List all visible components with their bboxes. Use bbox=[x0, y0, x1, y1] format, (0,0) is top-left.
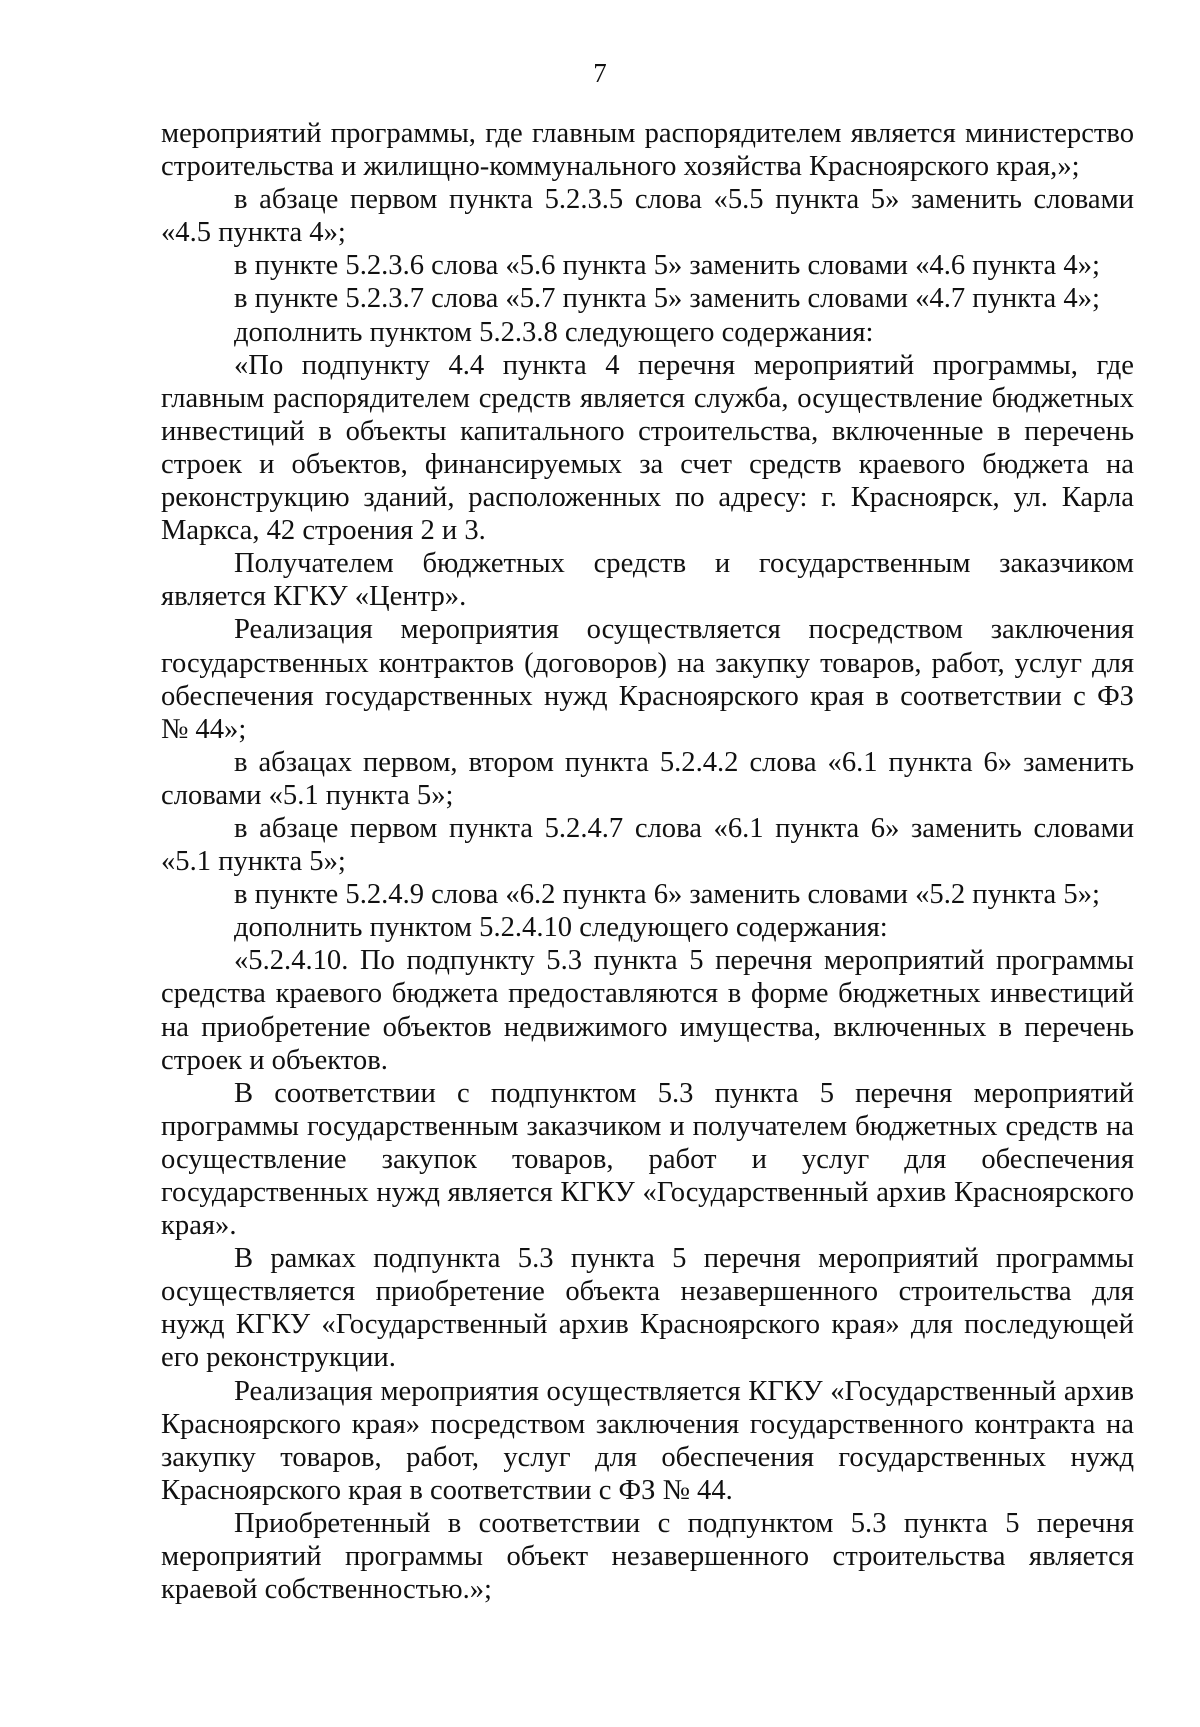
paragraph: «5.2.4.10. По подпункту 5.3 пункта 5 перечня мероприятий программы средства краевого бюджета предоставляются в форме бюджетных инвестиций на приобретение объектов недвижимого имущества, включенных в перечень строек и объектов. bbox=[161, 945, 1134, 1076]
paragraph: в абзаце первом пункта 5.2.3.5 слова «5.5 пункта 5» заменить словами «4.5 пункта 4»; bbox=[161, 184, 1134, 249]
paragraph: в абзацах первом, втором пункта 5.2.4.2 слова «6.1 пункта 6» заменить словами «5.1 пункта 5»; bbox=[161, 746, 1134, 811]
paragraph: В рамках подпункта 5.3 пункта 5 перечня мероприятий программы осуществляется приобретение объекта незавершенного строительства для нужд КГКУ «Государственный архив Красноярского края» для последующей его реконструкции. bbox=[161, 1243, 1134, 1374]
document-body bbox=[161, 117, 1134, 1606]
paragraph: Реализация мероприятия осуществляется посредством заключения государственных контрактов (договоров) на закупку товаров, работ, услуг для обеспечения государственных нужд Красноярского края в соответствии с ФЗ № 44»; bbox=[161, 614, 1134, 745]
paragraph: в пункте 5.2.4.9 слова «6.2 пункта 6» заменить словами «5.2 пункта 5»; bbox=[234, 879, 1100, 911]
paragraph: в пункте 5.2.3.6 слова «5.6 пункта 5» заменить словами «4.6 пункта 4»; bbox=[234, 250, 1100, 282]
paragraph: мероприятий программы, где главным распорядителем является министерство строительства и жилищно-коммунального хозяйства Красноярского края,»; bbox=[161, 118, 1134, 183]
page-number: 7 bbox=[593, 58, 607, 88]
paragraph: Получателем бюджетных средств и государственным заказчиком является КГКУ «Центр». bbox=[161, 548, 1134, 613]
paragraph: Реализация мероприятия осуществляется КГКУ «Государственный архив Красноярского края» посредством заключения государственного контракта на закупку товаров, работ, услуг для обеспечения государственных нужд Красноярского края в соответствии с ФЗ № 44. bbox=[161, 1375, 1134, 1506]
paragraph: «По подпункту 4.4 пункта 4 перечня мероприятий программы, где главным распорядителем средств является служба, осуществление бюджетных инвестиций в объекты капитального строительства, включенные в перечень строек и объектов, финансируемых за счет средств краевого бюджета на реконструкцию зданий, расположенных по адресу: г. Красноярск, ул. Карла Маркса, 42 строения 2 и 3. bbox=[161, 349, 1134, 547]
paragraph: дополнить пунктом 5.2.4.10 следующего содержания: bbox=[234, 912, 888, 944]
paragraph: в абзаце первом пункта 5.2.4.7 слова «6.1 пункта 6» заменить словами «5.1 пункта 5»; bbox=[161, 812, 1134, 878]
paragraph: дополнить пунктом 5.2.3.8 следующего содержания: bbox=[234, 316, 874, 348]
paragraph: В соответствии с подпунктом 5.3 пункта 5 перечня мероприятий программы государственным заказчиком и получателем бюджетных средств на осуществление закупок товаров, работ и услуг для обеспечения государственных нужд является КГКУ «Государственный архив Красноярского края». bbox=[161, 1077, 1134, 1242]
paragraph: Приобретенный в соответствии с подпунктом 5.3 пункта 5 перечня мероприятий программы объект незавершенного строительства является краевой собственностью.»; bbox=[161, 1507, 1134, 1606]
paragraph: в пункте 5.2.3.7 слова «5.7 пункта 5» заменить словами «4.7 пункта 4»; bbox=[234, 283, 1100, 315]
